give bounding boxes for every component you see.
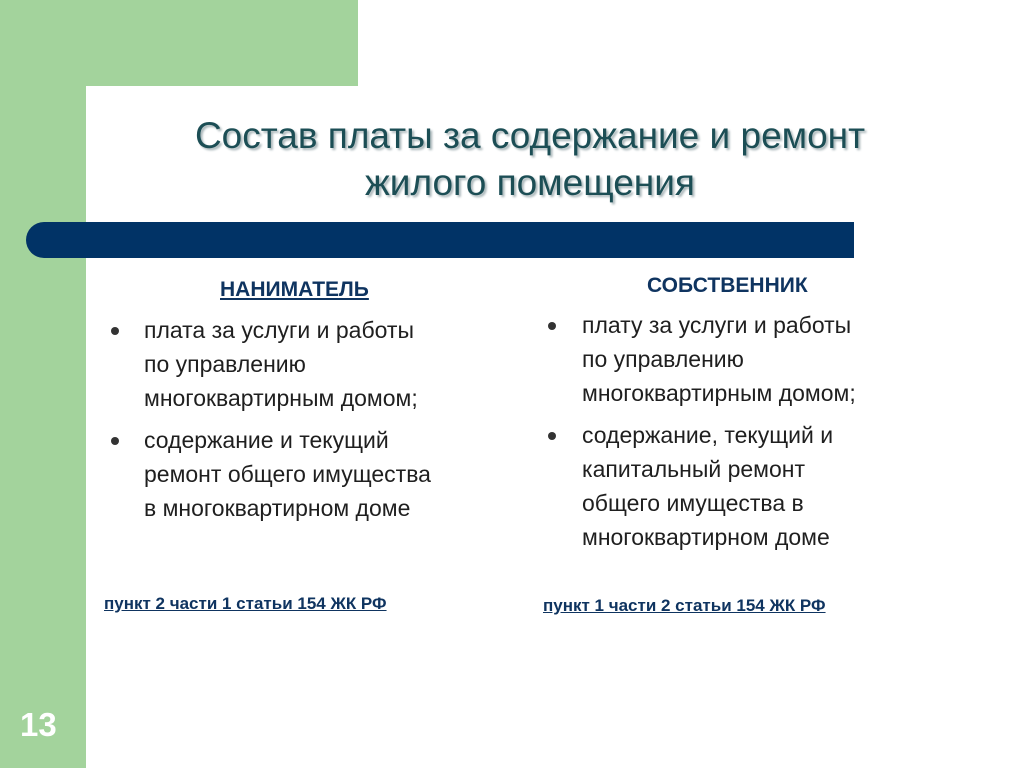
slide-title-line-2: жилого помещения (365, 162, 695, 203)
owner-legal-reference[interactable]: пункт 1 части 2 статьи 154 ЖК РФ (543, 596, 826, 615)
owner-item-1 (582, 308, 942, 410)
tenant-heading: НАНИМАТЕЛЬ (220, 278, 369, 301)
tenant-list (144, 313, 514, 533)
owner-heading: СОБСТВЕННИК (647, 274, 808, 297)
list-item-line: в многоквартирном доме (144, 495, 411, 521)
list-item-line: содержание, текущий и (582, 422, 834, 448)
tenant-item-2 (144, 423, 514, 525)
list-item-line: ремонт общего имущества (144, 461, 431, 487)
slide-title-line-1: Состав платы за содержание и ремонт (194, 115, 866, 156)
list-item-line: общего имущества в (582, 490, 804, 516)
left-green-band (0, 0, 86, 768)
list-item-line: по управлению (144, 351, 306, 377)
list-item-line: плата за услуги и работы (144, 317, 414, 343)
list-item-line: содержание и текущий (144, 427, 389, 453)
owner-list (582, 308, 942, 562)
list-item-line: многоквартирным домом; (144, 385, 418, 411)
bullet-icon (548, 432, 556, 440)
title-divider-bar (26, 222, 854, 258)
bullet-icon (111, 437, 119, 445)
page-number: 13 (20, 706, 57, 743)
bullet-icon (111, 327, 119, 335)
list-item-line: многоквартирным домом; (582, 380, 856, 406)
top-green-band (0, 0, 358, 86)
tenant-item-1 (144, 313, 514, 415)
bullet-icon (548, 322, 556, 330)
list-item-line: многоквартирном доме (582, 524, 830, 550)
list-item-line: по управлению (582, 346, 744, 372)
owner-item-2 (582, 418, 942, 554)
slide-title (130, 112, 930, 206)
list-item-line: плату за услуги и работы (582, 312, 852, 338)
tenant-legal-reference[interactable]: пункт 2 части 1 статьи 154 ЖК РФ (104, 594, 387, 613)
list-item-line: капитальный ремонт (582, 456, 806, 482)
